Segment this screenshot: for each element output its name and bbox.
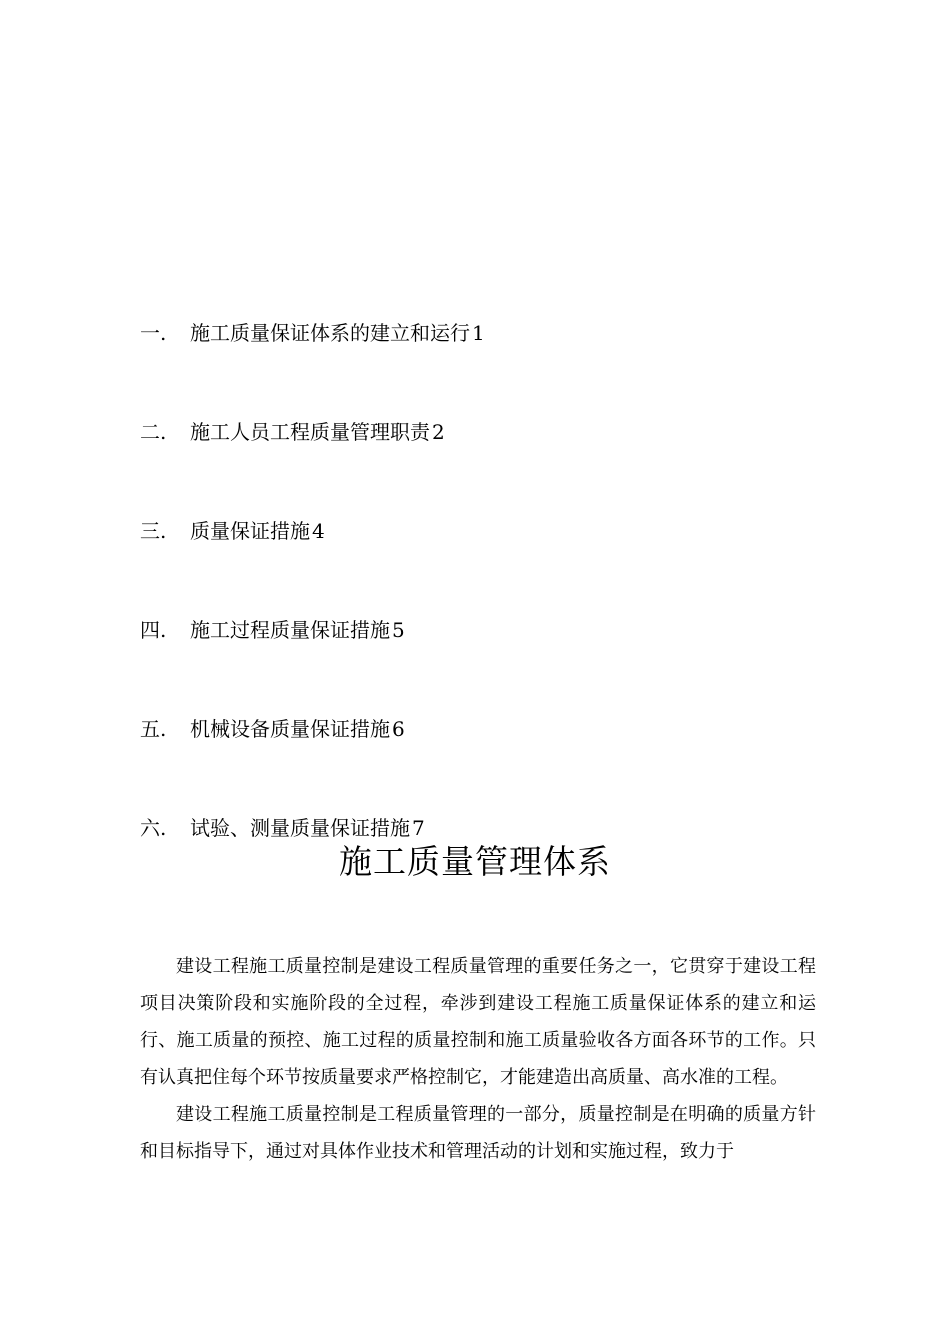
toc-item-number: 四. [140,618,167,642]
toc-item-number: 六. [140,816,167,840]
toc-item-page: 4 [312,519,325,543]
toc-item-page: 2 [432,420,445,444]
toc-item[interactable] [140,516,325,546]
body-paragraph: 建设工程施工质量控制是建设工程质量管理的重要任务之一，它贯穿于建设工程项目决策阶段和实施阶段的全过程，牵涉到建设工程施工质量保证体系的建立和运行、施工质量的预控、施工过程的质量控制和施工质量验收各方面各环节的工作。只有认真把住每个环节按质量要求严格控制它，才能建造出高质量、高水准的工程。 [140,956,816,1088]
toc-item[interactable] [140,615,405,645]
toc-item-page: 6 [392,717,405,741]
toc-item-page: 7 [412,816,425,840]
toc-item[interactable] [140,714,405,744]
toc-item-text: 施工人员工程质量管理职责 [190,420,430,444]
toc-item-number: 二. [140,420,167,444]
toc-item[interactable] [140,417,445,447]
toc-item-text: 施工过程质量保证措施 [190,618,390,642]
body-paragraph: 建设工程施工质量控制是工程质量管理的一部分，质量控制是在明确的质量方针和目标指导下，通过对具体作业技术和管理活动的计划和实施过程，致力于 [140,1104,816,1162]
toc-item-text: 试验、测量质量保证措施 [190,816,410,840]
document-body [140,948,816,1170]
toc-item-number: 三. [140,519,167,543]
document-title: 施工质量管理体系 [339,842,611,881]
toc-item-text: 机械设备质量保证措施 [190,717,390,741]
toc-item[interactable] [140,318,485,348]
toc-item-text: 施工质量保证体系的建立和运行 [190,321,470,345]
toc-item-text: 质量保证措施 [190,519,310,543]
toc-item-number: 一. [140,321,167,345]
toc-item-page: 5 [392,618,405,642]
toc-item-page: 1 [472,321,485,345]
toc-item-number: 五. [140,717,167,741]
